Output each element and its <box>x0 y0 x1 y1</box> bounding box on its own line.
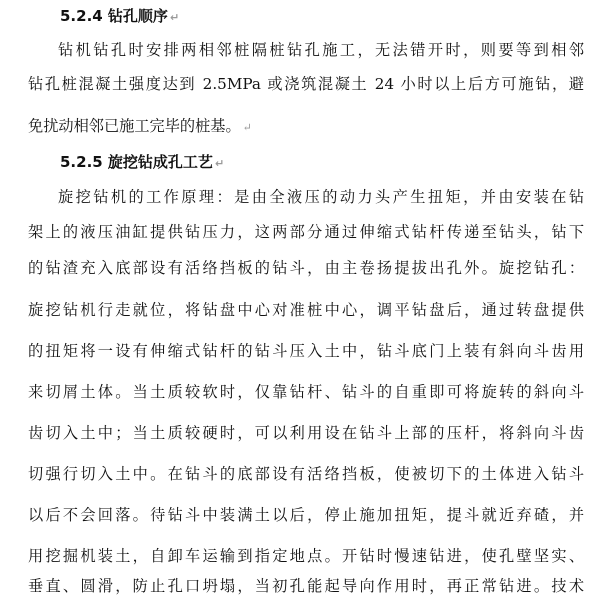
paragraph-mark-icon: ↵ <box>242 121 252 134</box>
paragraph-line: 架上的液压油缸提供钻压力，这两部分通过伸缩式钻杆传递至钻头，钻下 <box>28 223 584 241</box>
paragraph-line: 的钻渣充入底部设有活络挡板的钻斗，由主卷扬提拔出孔外。旋挖钻孔： <box>28 259 584 277</box>
paragraph-line-end <box>28 116 584 138</box>
heading-5-2-4 <box>60 6 179 28</box>
paragraph-line: 的扭矩将一设有伸缩式钻杆的钻斗压入土中，钻斗底门上装有斜向斗齿用 <box>28 342 584 360</box>
paragraph-line: 齿切入土中；当土质较硬时，可以利用设在钻斗上部的压杆，将斜向斗齿 <box>28 424 584 442</box>
paragraph-text: 免扰动相邻已施工完毕的桩基。 <box>28 117 241 135</box>
paragraph-line: 以后不会回落。待钻斗中装满土以后，停止施加扭矩，提斗就近弃碴，并 <box>28 506 584 524</box>
heading-5-2-5 <box>60 152 224 174</box>
paragraph-line: 旋挖钻机的工作原理：是由全液压的动力头产生扭矩，并由安装在钻 <box>58 188 584 206</box>
paragraph-mark-icon: ↵ <box>169 11 180 24</box>
paragraph-line: 垂直、圆滑，防止孔口坍塌，当初孔能起导向作用时，再正常钻进。技术 <box>28 577 584 595</box>
paragraph-mark-icon: ↵ <box>214 157 225 170</box>
paragraph-line: 用挖掘机装土，自卸车运输到指定地点。开钻时慢速钻进，使孔壁坚实、 <box>28 547 584 565</box>
paragraph-line: 钻机钻孔时安排两相邻桩隔桩钻孔施工，无法错开时，则要等到相邻 <box>58 41 584 59</box>
paragraph-line: 来切屑土体。当土质较软时，仅靠钻杆、钻斗的自重即可将旋转的斜向斗 <box>28 383 584 401</box>
paragraph-line: 切强行切入土中。在钻斗的底部设有活络挡板，使被切下的土体进入钻斗 <box>28 465 584 483</box>
heading-text: 5.2.5 旋挖钻成孔工艺 <box>60 153 213 171</box>
paragraph-line: 旋挖钻机行走就位，将钻盘中心对准桩中心，调平钻盘后，通过转盘提供 <box>28 301 584 319</box>
heading-text: 5.2.4 钻孔顺序 <box>60 7 168 25</box>
paragraph-line: 钻孔桩混凝土强度达到 2.5MPa 或浇筑混凝土 24 小时以上后方可施钻，避 <box>28 75 584 93</box>
